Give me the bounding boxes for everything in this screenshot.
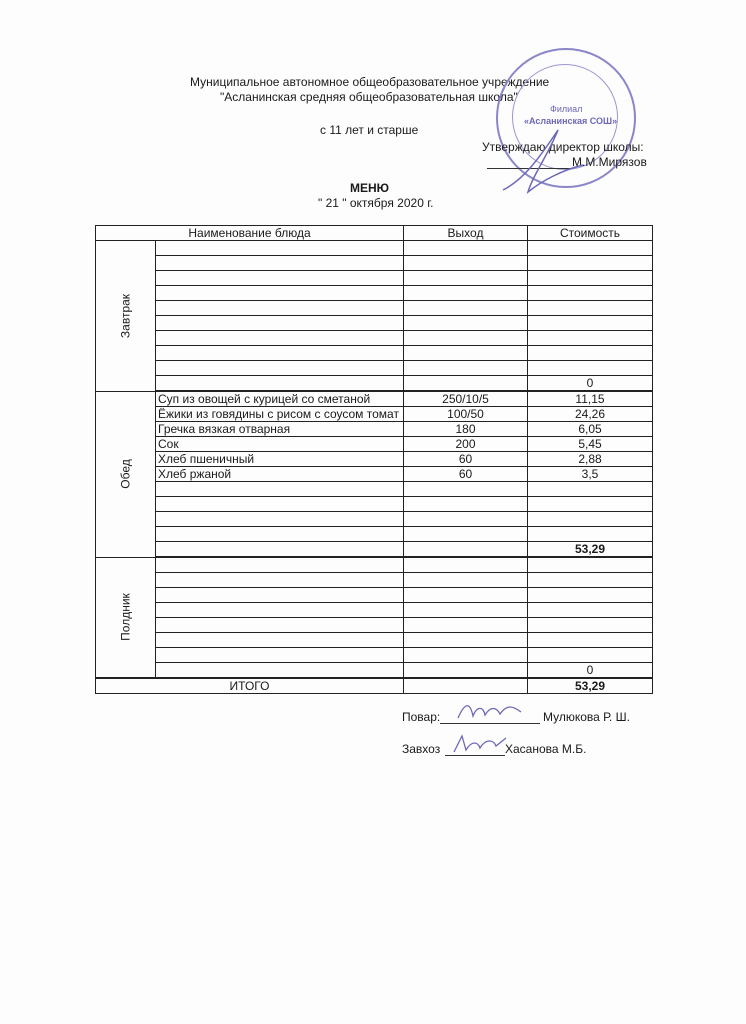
- lunch-total-row: [96, 542, 653, 558]
- empty-cell: [404, 241, 528, 256]
- table-row: [96, 527, 653, 542]
- table-row: [96, 603, 653, 618]
- empty-cell: [404, 286, 528, 301]
- keeper-signature-icon: [450, 732, 510, 756]
- table-row: [96, 422, 653, 437]
- lunch-section: [96, 391, 653, 557]
- cook-label: Повар:: [402, 710, 441, 724]
- dish-cost: 6,05: [528, 422, 653, 437]
- empty-cell: [528, 271, 653, 286]
- dish-name: Гречка вязкая отварная: [156, 422, 404, 437]
- dish-cost: 11,15: [528, 391, 653, 407]
- table-row: [96, 346, 653, 361]
- empty-cell: [404, 482, 528, 497]
- lunch-label: Обед: [118, 459, 132, 489]
- table-row: [96, 437, 653, 452]
- empty-cell: [156, 557, 404, 573]
- empty-cell: [156, 497, 404, 512]
- empty-cell: [156, 256, 404, 271]
- empty-cell: [404, 648, 528, 663]
- dish-name: Ёжики из говядины с рисом с соусом томат: [156, 407, 404, 422]
- empty-cell: [528, 633, 653, 648]
- grand-total-empty: [404, 678, 528, 694]
- empty-cell: [156, 527, 404, 542]
- snack-section: [96, 557, 653, 678]
- empty-cell: [404, 316, 528, 331]
- dish-name: Хлеб пшеничный: [156, 452, 404, 467]
- grand-total-row: [96, 678, 653, 694]
- empty-cell: [404, 271, 528, 286]
- table-row: [96, 391, 653, 407]
- dish-name: Сок: [156, 437, 404, 452]
- table-row: [96, 573, 653, 588]
- dish-output: 180: [404, 422, 528, 437]
- empty-cell: [404, 527, 528, 542]
- table-row: [96, 588, 653, 603]
- age-group: с 11 лет и старше: [320, 123, 419, 137]
- lunch-section-label: [96, 391, 156, 557]
- approval-label: Утверждаю директор школы:: [482, 140, 644, 154]
- empty-cell: [156, 301, 404, 316]
- empty-cell: [528, 316, 653, 331]
- snack-total-row: [96, 663, 653, 679]
- breakfast-total-value: 0: [528, 376, 653, 392]
- dish-output: 60: [404, 452, 528, 467]
- breakfast-section-label: [96, 241, 156, 392]
- cook-signature-icon: [455, 700, 525, 724]
- org-name-line1: Муниципальное автономное общеобразовательное учреждение: [190, 75, 550, 89]
- empty-cell: [404, 603, 528, 618]
- empty-cell: [528, 482, 653, 497]
- table-row: [96, 301, 653, 316]
- dish-cost: 3,5: [528, 467, 653, 482]
- empty-cell: [528, 648, 653, 663]
- empty-cell: [528, 573, 653, 588]
- dish-output: 100/50: [404, 407, 528, 422]
- snack-label: Полдник: [118, 593, 132, 642]
- empty-cell: [404, 618, 528, 633]
- empty-cell: [156, 512, 404, 527]
- table-row: [96, 467, 653, 482]
- empty-cell: [156, 361, 404, 376]
- empty-cell: [404, 663, 528, 679]
- empty-cell: [528, 286, 653, 301]
- grand-total-label: ИТОГО: [96, 678, 404, 694]
- empty-cell: [156, 286, 404, 301]
- dish-name: Хлеб ржаной: [156, 467, 404, 482]
- empty-cell: [404, 331, 528, 346]
- table-row: [96, 407, 653, 422]
- empty-cell: [528, 331, 653, 346]
- table-row: [96, 286, 653, 301]
- empty-cell: [156, 331, 404, 346]
- table-row: [96, 482, 653, 497]
- empty-cell: [528, 256, 653, 271]
- dish-cost: 5,45: [528, 437, 653, 452]
- table-row: [96, 557, 653, 573]
- dish-name: Суп из овощей с курицей со сметаной: [156, 391, 404, 407]
- empty-cell: [528, 618, 653, 633]
- empty-cell: [404, 512, 528, 527]
- empty-cell: [528, 301, 653, 316]
- director-name: М.М.Мирязов: [572, 155, 647, 169]
- keeper-label: Завхоз: [402, 742, 441, 756]
- table-row: [96, 512, 653, 527]
- empty-cell: [404, 376, 528, 392]
- cook-name: Мулюкова Р. Ш.: [543, 710, 630, 724]
- col-header-name: Наименование блюда: [96, 226, 404, 241]
- snack-section-label: [96, 557, 156, 678]
- empty-cell: [528, 557, 653, 573]
- empty-cell: [528, 361, 653, 376]
- col-header-cost: Стоимость: [528, 226, 653, 241]
- empty-cell: [156, 376, 404, 392]
- empty-cell: [156, 241, 404, 256]
- dish-output: 60: [404, 467, 528, 482]
- empty-cell: [156, 663, 404, 679]
- menu-table: [95, 225, 652, 694]
- lunch-total-value: 53,29: [528, 542, 653, 558]
- empty-cell: [156, 482, 404, 497]
- empty-cell: [156, 588, 404, 603]
- table-row: [96, 497, 653, 512]
- org-name-line2: "Асланинская средняя общеобразовательная школа": [220, 90, 518, 104]
- empty-cell: [156, 618, 404, 633]
- table-row: [96, 633, 653, 648]
- empty-cell: [528, 497, 653, 512]
- table-header-row: [96, 226, 653, 241]
- dish-output: 250/10/5: [404, 391, 528, 407]
- empty-cell: [156, 648, 404, 663]
- empty-cell: [404, 346, 528, 361]
- breakfast-total-row: [96, 376, 653, 392]
- empty-cell: [404, 557, 528, 573]
- empty-cell: [404, 542, 528, 558]
- empty-cell: [156, 346, 404, 361]
- table-row: [96, 331, 653, 346]
- empty-cell: [156, 573, 404, 588]
- empty-cell: [528, 527, 653, 542]
- empty-cell: [528, 512, 653, 527]
- empty-cell: [528, 241, 653, 256]
- empty-cell: [404, 256, 528, 271]
- empty-cell: [528, 588, 653, 603]
- col-header-output: Выход: [404, 226, 528, 241]
- table-row: [96, 361, 653, 376]
- table-row: [96, 618, 653, 633]
- empty-cell: [156, 271, 404, 286]
- empty-cell: [156, 316, 404, 331]
- empty-cell: [404, 588, 528, 603]
- empty-cell: [404, 497, 528, 512]
- empty-cell: [404, 633, 528, 648]
- table-row: [96, 452, 653, 467]
- empty-cell: [528, 346, 653, 361]
- breakfast-section: [96, 241, 653, 392]
- table-row: [96, 256, 653, 271]
- snack-total-value: 0: [528, 663, 653, 679]
- stamp-text-branch: Филиал: [550, 104, 583, 114]
- table-row: [96, 316, 653, 331]
- stamp-text-school: «Асланинская СОШ»: [524, 116, 618, 126]
- keeper-name: Хасанова М.Б.: [505, 742, 587, 756]
- empty-cell: [528, 603, 653, 618]
- dish-output: 200: [404, 437, 528, 452]
- empty-cell: [156, 603, 404, 618]
- dish-cost: 24,26: [528, 407, 653, 422]
- table-row: [96, 241, 653, 256]
- table-row: [96, 271, 653, 286]
- empty-cell: [156, 633, 404, 648]
- menu-date: " 21 " октября 2020 г.: [318, 196, 434, 210]
- breakfast-label: Завтрак: [118, 293, 132, 338]
- empty-cell: [404, 361, 528, 376]
- empty-cell: [156, 542, 404, 558]
- director-signature-icon: [498, 120, 588, 200]
- dish-cost: 2,88: [528, 452, 653, 467]
- grand-total-value: 53,29: [528, 678, 653, 694]
- empty-cell: [404, 301, 528, 316]
- table-row: [96, 648, 653, 663]
- empty-cell: [404, 573, 528, 588]
- menu-title: МЕНЮ: [350, 181, 390, 195]
